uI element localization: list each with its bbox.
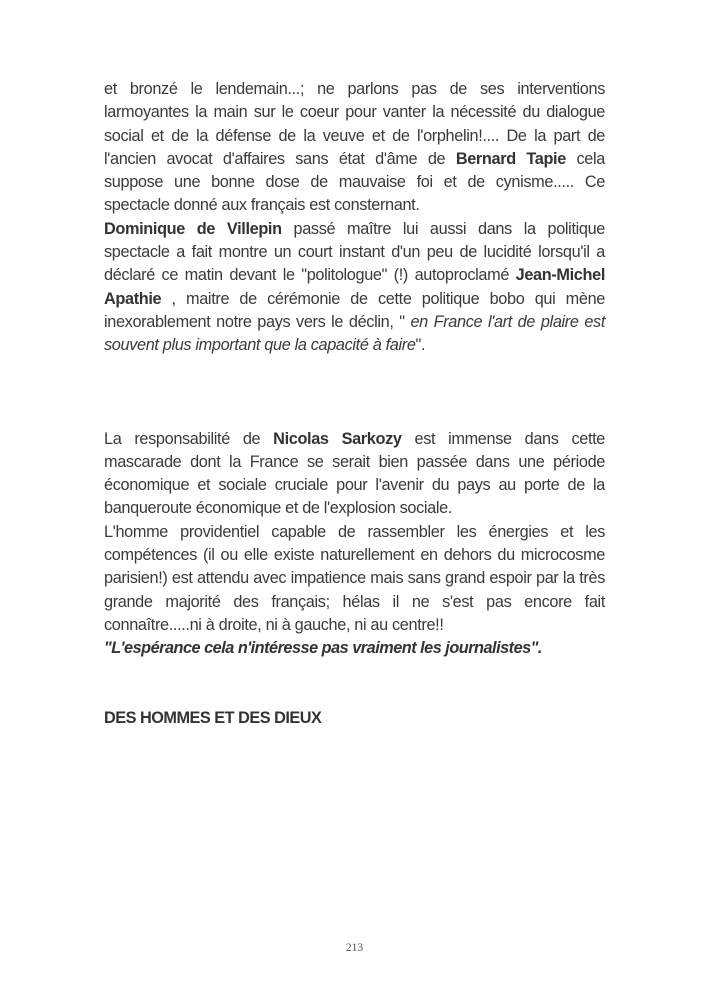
paragraph-villepin xyxy=(104,218,605,358)
paragraph-sarkozy xyxy=(104,428,605,521)
villepin-quote: en France l'art de plaire est souvent plus important que la capacité à faire xyxy=(104,312,606,355)
spacer xyxy=(104,358,605,428)
text-run: et bronzé le lendemain...; ne parlons pas de ses interventions larmoyantes la main sur le coeur pour vanter la nécessité du dialogue social et de la défense de la veuve et de l'orphelin!.... De la part de l'ancien avocat d'affaires sans état d'âme de xyxy=(104,80,605,168)
text-run: passé maître lui aussi dans la politique spectacle a fait montre un court instant d'un peu de lucidité lorsqu'il a déclaré ce matin devant le "politologue" (!) autoproclamé xyxy=(104,219,606,285)
paragraph-tapie xyxy=(104,78,605,218)
text-run: L'homme providentiel capable de rassembler les énergies et les compétences (il ou elle existe naturellement en dehors du microcosme parisien!) est attendu avec impatience mais sans grand espoir par la très grande majorité des français; hélas il ne s'est pas encore fait connaître.....ni à droite, ni à gauche, ni au centre!! xyxy=(104,522,605,634)
page-number: 213 xyxy=(345,942,364,954)
text-run: , maitre de cérémonie de cette politique bobo qui mène inexorablement notre pays vers le déclin, " xyxy=(104,289,605,331)
page-body xyxy=(104,78,605,730)
text-run: est immense dans cette mascarade dont la France se serait bien passée dans une période économique et sociale cruciale pour l'avenir du pays au porte de la banqueroute économique et de l'explosion sociale. xyxy=(104,429,605,518)
spacer xyxy=(104,661,605,707)
name-bernard-tapie: Bernard Tapie xyxy=(455,149,566,168)
name-dominique-de-villepin: Dominique de Villepin xyxy=(104,219,282,238)
paragraph-providentiel xyxy=(104,521,605,637)
text-run: La responsabilité de xyxy=(104,429,274,448)
section-heading: DES HOMMES ET DES DIEUX xyxy=(104,708,322,727)
closing-quote: "L'espérance cela n'intéresse pas vraiment les journalistes". xyxy=(104,639,542,658)
name-jean-michel-apathie: Jean-Michel Apathie xyxy=(104,266,605,308)
text-run: cela suppose une bonne dose de mauvaise foi et de cynisme..... Ce spectacle donné aux français est consternant. xyxy=(104,149,605,215)
name-nicolas-sarkozy: Nicolas Sarkozy xyxy=(273,429,402,448)
text-run: ". xyxy=(415,336,426,355)
